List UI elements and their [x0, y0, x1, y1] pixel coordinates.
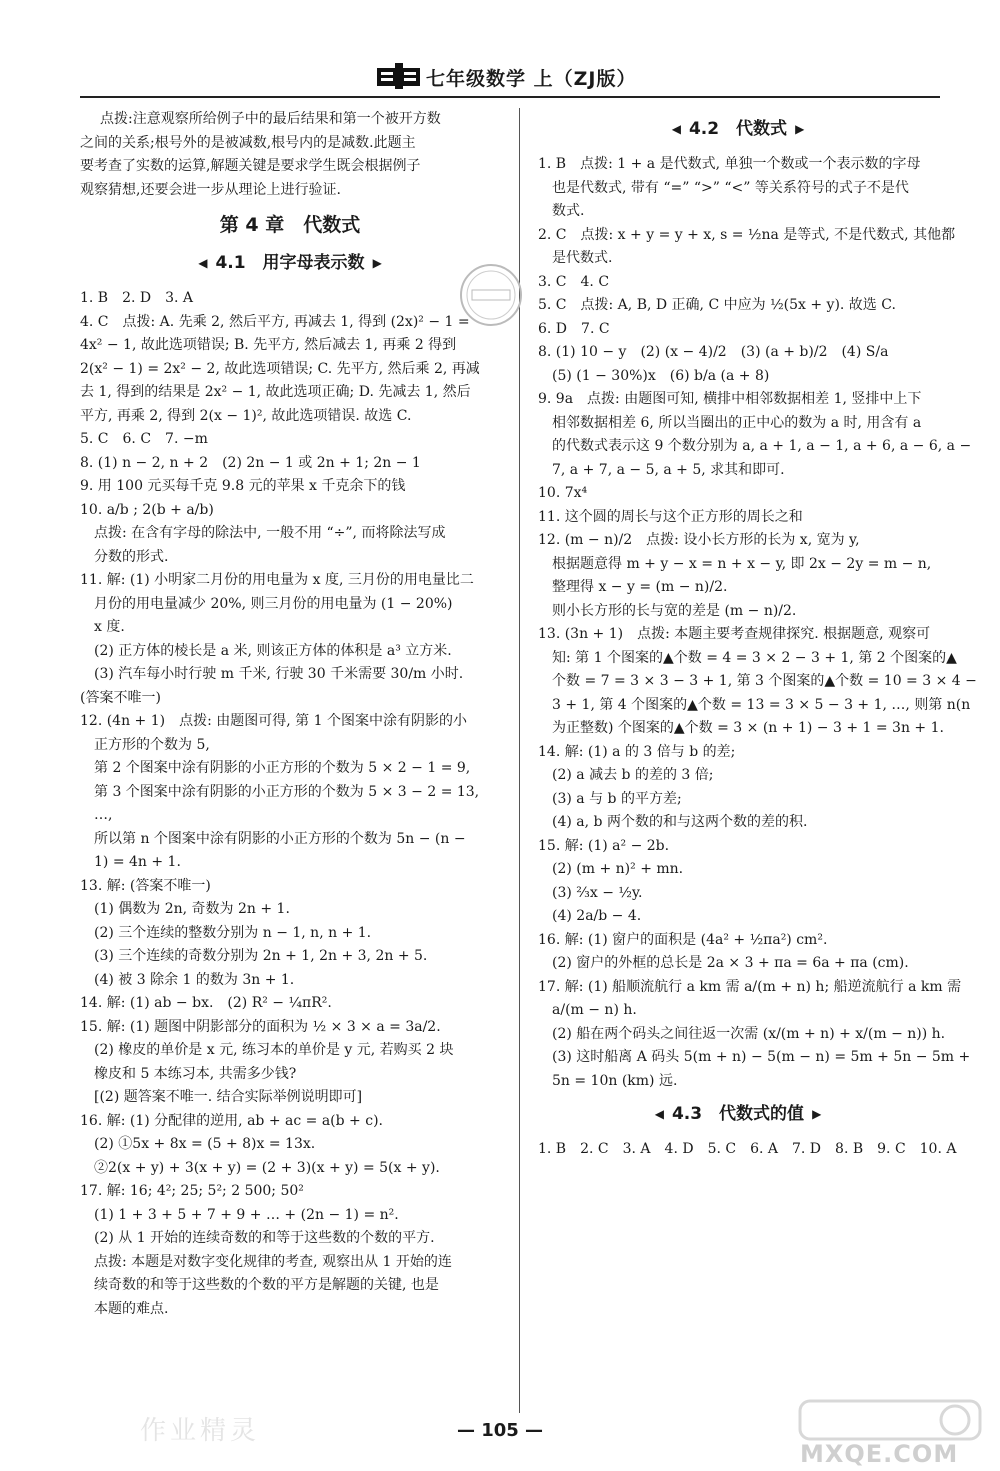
answer-line: 知: 第 1 个图案的▲个数 = 4 = 3 × 2 − 3 + 1, 第 2 个图案的▲ — [538, 649, 957, 666]
answer-line: 2(x² − 1) = 2x² − 2, 故此选项错误; C. 先平方, 然后乘 2, 再减 — [80, 360, 480, 377]
answer-line: (2) 橡皮的单价是 x 元, 练习本的单价是 y 元, 若购买 2 块 — [80, 1042, 454, 1058]
answer-line: (2) 窗户的外框的总长是 2a × 3 + πa = 6a + πa (cm). — [538, 955, 909, 971]
answer-line: 第 3 个图案中涂有阴影的小正方形的个数为 5 × 3 − 2 = 13, — [80, 783, 480, 800]
answer-line: 所以第 n 个图案中涂有阴影的小正方形的个数为 5n − (n − — [80, 830, 466, 847]
triangle-left-icon: ◀ — [671, 122, 681, 136]
answer-list-4-2 — [538, 153, 977, 1093]
answer-line: 16. 解: (1) 分配律的逆用, ab + ac = a(b + c). — [80, 1112, 383, 1129]
chapter-title: 第 4 章 代数式 — [219, 214, 361, 236]
triangle-right-icon: ▶ — [812, 1107, 822, 1121]
answer-line: (1) 1 + 3 + 5 + 7 + 9 + … + (2n − 1) = n². — [80, 1206, 399, 1223]
answer-line: 月份的用电量减少 20%, 则三月份的用电量为 (1 − 20%) — [80, 595, 453, 612]
intro-line: 之间的关系;根号外的是被减数,根号内的是减数.此题主 — [80, 134, 416, 151]
answer-line: (2) 从 1 开始的连续奇数的和等于这些数的个数的平方. — [80, 1230, 435, 1246]
section-title: 4.3 代数式的值 — [671, 1104, 805, 1124]
answer-line: (3) ⅔x − ½y. — [538, 884, 643, 901]
answer-line: (4) a, b 两个数的和与这两个数的差的积. — [538, 814, 808, 830]
answer-line: (2) 三个连续的整数分别为 n − 1, n, n + 1. — [80, 924, 372, 941]
answer-line: 正方形的个数为 5, — [80, 736, 210, 753]
answer-line: 7, a + 7, a − 5, a + 5, 求其和即可. — [538, 461, 785, 478]
answer-line: 整理得 x − y = (m − n)/2. — [538, 579, 728, 595]
answer-line: (3) 这时船离 A 码头 5(m + n) − 5(m − n) = 5m + 5n − 5m + — [538, 1049, 971, 1065]
answer-line: 9. 用 100 元买每千克 9.8 元的苹果 x 千克余下的钱 — [80, 478, 406, 494]
answer-list-4-1 — [80, 287, 500, 1321]
answer-line: …, — [80, 807, 113, 823]
answer-line: 数式. — [538, 203, 585, 219]
answer-line: 3. C 4. C — [538, 273, 610, 290]
answer-line: [(2) 题答案不唯一. 结合实际举例说明即可] — [80, 1089, 363, 1105]
answer-line: (2) a 减去 b 的差的 3 倍; — [538, 767, 714, 783]
answer-line: 点拨: 本题是对数字变化规律的考查, 观察出从 1 开始的连 — [80, 1253, 452, 1270]
answer-line: (2) (m + n)² + mn. — [538, 861, 684, 877]
answer-line: 11. 这个圆的周长与这个正方形的周长之和 — [538, 508, 803, 525]
answer-line: 橡皮和 5 本练习本, 共需多少钱? — [80, 1065, 297, 1082]
answer-line: 续奇数的和等于这些数的个数的平方是解题的关键, 也是 — [80, 1277, 439, 1293]
triangle-right-icon: ▶ — [795, 122, 805, 136]
section-title: 4.2 代数式 — [688, 119, 788, 139]
answer-line: (3) 汽车每小时行驶 m 千米, 行驶 30 千米需要 30/m 小时. — [80, 666, 464, 682]
answer-line: (5) (1 − 30%)x (6) b/a (a + 8) — [538, 367, 770, 384]
stamp-seal-icon — [458, 262, 524, 328]
intro-note — [80, 108, 500, 202]
answer-line: 11. 解: (1) 小明家二月份的用电量为 x 度, 三月份的用电量比二 — [80, 572, 474, 588]
answer-line: 1. B 2. C 3. A 4. D 5. C 6. A 7. D 8. B 9. C 10. A — [538, 1141, 957, 1157]
section-title: 4.1 用字母表示数 — [215, 253, 365, 273]
answer-line: 为正整数) 个图案的▲个数 = 3 × (n + 1) − 3 + 1 = 3n + 1. — [538, 720, 944, 736]
answer-line: 本题的难点. — [80, 1300, 169, 1317]
answer-line: 14. 解: (1) a 的 3 倍与 b 的差; — [538, 743, 736, 760]
answer-line: 8. (1) 10 − y (2) (x − 4)/2 (3) (a + b)/2 (4) S/a — [538, 344, 889, 360]
answer-line: (4) 被 3 除余 1 的数为 3n + 1. — [80, 971, 295, 988]
answer-line: 17. 解: (1) 船顺流航行 a km 需 a/(m + n) h; 船逆流航行 a km 需 — [538, 978, 962, 995]
answer-line: (2) 正方体的棱长是 a 米, 则该正方体的体积是 a³ 立方米. — [80, 642, 452, 659]
answer-line: 根据题意得 m + y − x = n + x − y, 即 2x − 2y = m − n, — [538, 555, 932, 572]
answer-line: 个数 = 7 = 3 × 3 − 3 + 1, 第 3 个图案的▲个数 = 10 = 3 × 4 − — [538, 673, 977, 689]
answer-line: 是代数式. — [538, 250, 613, 266]
answer-line: 5n = 10n (km) 远. — [538, 1072, 678, 1089]
watermark-site: MXQE.COM — [800, 1440, 959, 1468]
answer-line: 1. B 2. D 3. A — [80, 290, 194, 306]
answer-line: (1) 偶数为 2n, 奇数为 2n + 1. — [80, 901, 290, 917]
answer-line: 6. D 7. C — [538, 320, 610, 337]
answer-line: 则小长方形的长与宽的差是 (m − n)/2. — [538, 602, 797, 619]
answer-line: 17. 解: 16; 4²; 25; 5²; 2 500; 50² — [80, 1183, 304, 1199]
answer-line: 4. C 点拨: A. 先乘 2, 然后平方, 再减去 1, 得到 (2x)² − 1 = — [80, 313, 470, 330]
answer-line: 3 + 1, 第 4 个图案的▲个数 = 13 = 3 × 5 − 3 + 1, …, 则第 n(n — [538, 696, 971, 713]
answer-line: 分数的形式. — [80, 548, 169, 565]
answer-line: 1) = 4n + 1. — [80, 854, 181, 870]
answer-line: 相邻数据相差 6, 所以当圈出的正中心的数为 a 时, 用含有 a — [538, 414, 922, 431]
answer-line: 10. a/b ; 2(b + a/b) — [80, 501, 214, 518]
triangle-left-icon: ◀ — [198, 256, 208, 270]
answer-list-4-3 — [538, 1138, 957, 1162]
answer-line: 平方, 再乘 2, 得到 2(x − 1)², 故此选项错误. 故选 C. — [80, 407, 412, 424]
answer-line: 12. (m − n)/2 点拨: 设小长方形的长为 x, 宽为 y, — [538, 532, 860, 548]
answer-line: (2) ①5x + 8x = (5 + 8)x = 13x. — [80, 1136, 316, 1152]
answer-line: 也是代数式, 带有 “=” “>” “<” 等关系符号的式子不是代 — [538, 179, 909, 196]
answer-line: ②2(x + y) + 3(x + y) = (2 + 3)(x + y) = 5(x + y). — [80, 1159, 440, 1176]
answer-line: 的代数式表示这 9 个数分别为 a, a + 1, a − 1, a + 6, a − 6, a − — [538, 438, 972, 454]
section-heading-4-1 — [80, 246, 500, 281]
answer-line: 5. C 点拨: A, B, D 正确, C 中应为 ½(5x + y). 故选 C. — [538, 297, 896, 313]
answer-line: 8. (1) n − 2, n + 2 (2) 2n − 1 或 2n + 1; 2n − 1 — [80, 454, 421, 471]
left-column — [80, 108, 500, 1321]
answer-line: 13. 解: (答案不唯一) — [80, 877, 211, 894]
answer-line: 13. (3n + 1) 点拨: 本题主要考查规律探究. 根据题意, 观察可 — [538, 626, 931, 642]
answer-line: 5. C 6. C 7. −m — [80, 431, 208, 447]
answer-line: 15. 解: (1) a² − 2b. — [538, 837, 670, 854]
answer-line: (3) a 与 b 的平方差; — [538, 790, 682, 807]
page-number: — 105 — — [456, 1420, 544, 1441]
answer-line: 第 2 个图案中涂有阴影的小正方形的个数为 5 × 2 − 1 = 9, — [80, 760, 471, 776]
answer-line: 4x² − 1, 故此选项错误; B. 先平方, 然后减去 1, 再乘 2 得到 — [80, 337, 457, 353]
answer-line: 15. 解: (1) 题图中阴影部分的面积为 ½ × 3 × a = 3a/2. — [80, 1018, 441, 1035]
answer-line: (答案不唯一) — [80, 689, 161, 706]
book-title: 七年级数学 上（ZJ版） — [426, 68, 637, 90]
section-heading-4-3 — [538, 1097, 938, 1132]
intro-line: 要考查了实数的运算,解题关键是要求学生既会根据例子 — [80, 158, 421, 174]
triangle-right-icon: ▶ — [372, 256, 382, 270]
watermark-text: 作业精灵 — [140, 1416, 261, 1446]
answer-line: (3) 三个连续的奇数分别为 2n + 1, 2n + 3, 2n + 5. — [80, 948, 428, 964]
answer-line: (4) 2a/b − 4. — [538, 908, 642, 924]
intro-line: 点拨:注意观察所给例子中的最后结果和第一个被开方数 — [100, 111, 441, 127]
right-column — [538, 108, 977, 1162]
answer-line: 2. C 点拨: x + y = y + x, s = ½na 是等式, 不是代数式, 其他都 — [538, 226, 956, 243]
section-heading-4-2 — [538, 112, 938, 147]
answer-line: 14. 解: (1) ab − bx. (2) R² − ¼πR². — [80, 995, 332, 1011]
answer-line: 9. 9a 点拨: 由题图可知, 横排中相邻数据相差 1, 竖排中上下 — [538, 391, 922, 407]
answer-line: 点拨: 在含有字母的除法中, 一般不用 “÷”, 而将除法写成 — [80, 525, 446, 541]
intro-line: 观察猜想,还要会进一步从理论上进行验证. — [80, 181, 341, 198]
answer-line: x 度. — [80, 619, 125, 635]
answer-line: 去 1, 得到的结果是 2x² − 1, 故此选项正确; D. 先减去 1, 然后 — [80, 384, 471, 400]
book-logo-icon — [376, 62, 422, 90]
answer-line: 16. 解: (1) 窗户的面积是 (4a² + ½πa²) cm². — [538, 931, 828, 948]
triangle-left-icon: ◀ — [654, 1107, 664, 1121]
page-header — [80, 60, 940, 98]
answer-line: 1. B 点拨: 1 + a 是代数式, 单独一个数或一个表示数的字母 — [538, 156, 921, 172]
answer-line: 10. 7x⁴ — [538, 485, 588, 501]
answer-line: 12. (4n + 1) 点拨: 由题图可得, 第 1 个图案中涂有阴影的小 — [80, 713, 467, 729]
answer-line: a/(m − n) h. — [538, 1002, 637, 1018]
answer-line: (2) 船在两个码头之间往返一次需 (x/(m + n) + x/(m − n)) h. — [538, 1025, 946, 1042]
